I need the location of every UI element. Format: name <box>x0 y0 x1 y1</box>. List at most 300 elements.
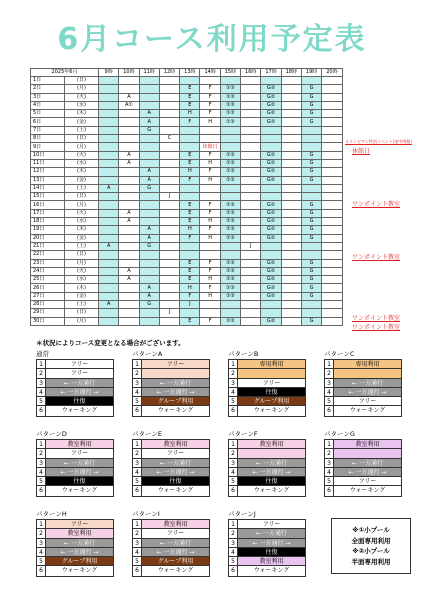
schedule-cell: ①② <box>220 284 240 292</box>
lane-number: 1 <box>37 520 46 528</box>
pattern-name: パターンJ <box>228 510 256 518</box>
schedule-cell <box>200 301 220 309</box>
schedule-cell <box>241 317 261 325</box>
day-date: 17日 <box>31 209 65 217</box>
schedule-cell <box>301 135 321 143</box>
day-row <box>31 93 343 101</box>
day-row <box>31 218 343 226</box>
lane-row <box>229 449 305 458</box>
schedule-cell <box>281 151 301 159</box>
lane-number: 2 <box>325 369 334 377</box>
schedule-cell: ①② <box>220 317 240 325</box>
lane-number: 3 <box>37 379 46 387</box>
schedule-cell: ①② <box>220 218 240 226</box>
day-row <box>31 251 343 259</box>
schedule-cell <box>99 267 119 275</box>
day-date: 16日 <box>31 201 65 209</box>
schedule-cell <box>159 85 179 93</box>
day-weekday: (水) <box>65 159 99 167</box>
schedule-cell <box>261 309 281 317</box>
schedule-cell <box>281 184 301 192</box>
hour-header: 10時 <box>119 69 139 77</box>
schedule-cell <box>281 234 301 242</box>
lane-row <box>37 557 113 566</box>
lane-row <box>133 477 209 486</box>
schedule-cell: A <box>139 234 159 242</box>
lane-number: 2 <box>229 529 238 537</box>
lane-usage: ウォーキング <box>238 566 305 575</box>
schedule-cell <box>322 77 342 85</box>
pattern-card <box>324 350 402 417</box>
schedule-cell <box>159 251 179 259</box>
lane-number: 5 <box>325 477 334 485</box>
schedule-cell: G <box>301 317 321 325</box>
schedule-cell: E <box>180 93 200 101</box>
lane-usage: 教室利用 <box>238 557 305 565</box>
schedule-cell: F <box>200 151 220 159</box>
schedule-cell <box>281 93 301 101</box>
schedule-cell <box>281 309 301 317</box>
schedule-cell: G <box>301 234 321 242</box>
lane-number: 2 <box>133 449 142 457</box>
lane-number: 3 <box>133 379 142 387</box>
lane-usage: 往復 <box>142 477 209 485</box>
schedule-cell: G② <box>261 201 281 209</box>
schedule-cell <box>281 267 301 275</box>
schedule-cell <box>99 143 119 151</box>
day-weekday: (金) <box>65 118 99 126</box>
day-row <box>31 135 343 143</box>
schedule-cell <box>119 110 139 118</box>
day-date: 29日 <box>31 309 65 317</box>
schedule-cell <box>281 209 301 217</box>
lane-usage: フリー <box>46 360 113 368</box>
schedule-cell <box>119 126 139 134</box>
pattern-card <box>36 430 114 497</box>
lane-usage: フリー <box>142 449 209 457</box>
schedule-cell: G② <box>261 226 281 234</box>
day-weekday: (日) <box>65 309 99 317</box>
schedule-cell: G② <box>261 259 281 267</box>
lane-usage: 専用利用 <box>334 360 401 368</box>
day-date: 21日 <box>31 242 65 250</box>
pattern-name: パターンC <box>324 350 355 358</box>
lane-number: 5 <box>133 397 142 405</box>
day-weekday: (日) <box>65 193 99 201</box>
schedule-cell <box>159 101 179 109</box>
lane-row <box>37 440 113 449</box>
schedule-cell: F <box>200 93 220 101</box>
hour-header: 18時 <box>281 69 301 77</box>
lane-number: 1 <box>229 360 238 368</box>
lane-number: 3 <box>229 539 238 547</box>
schedule-cell <box>119 251 139 259</box>
lane-usage <box>238 369 305 377</box>
schedule-cell <box>241 151 261 159</box>
lane-number: 2 <box>37 529 46 537</box>
schedule-cell: G <box>301 218 321 226</box>
day-row <box>31 259 343 267</box>
lane-row <box>325 360 401 369</box>
schedule-cell: ①② <box>220 276 240 284</box>
day-note: オリンピアン特別イベント(途中閉館) <box>345 139 412 145</box>
schedule-cell <box>220 126 240 134</box>
schedule-table <box>30 68 343 326</box>
schedule-cell: J <box>180 301 200 309</box>
schedule-cell <box>159 234 179 242</box>
schedule-cell: G <box>139 242 159 250</box>
schedule-cell <box>241 93 261 101</box>
schedule-cell <box>119 234 139 242</box>
lane-number: 2 <box>37 369 46 377</box>
schedule-cell <box>119 118 139 126</box>
lane-usage: フリー <box>142 360 209 368</box>
day-date: 15日 <box>31 193 65 201</box>
schedule-cell <box>281 259 301 267</box>
schedule-cell: G② <box>261 218 281 226</box>
day-row <box>31 101 343 109</box>
lane-number: 5 <box>229 477 238 485</box>
schedule-cell <box>99 193 119 201</box>
lane-usage: 教室利用 <box>238 440 305 448</box>
schedule-cell <box>200 184 220 192</box>
schedule-cell <box>99 168 119 176</box>
schedule-cell: G② <box>261 276 281 284</box>
lane-usage: フリー <box>46 520 113 528</box>
schedule-cell: G <box>301 292 321 300</box>
lane-number: 3 <box>229 379 238 387</box>
lane-row <box>229 477 305 486</box>
schedule-cell <box>281 85 301 93</box>
schedule-cell <box>159 301 179 309</box>
day-weekday: (土) <box>65 242 99 250</box>
schedule-cell <box>322 159 342 167</box>
day-date: 10日 <box>31 151 65 159</box>
pattern-card <box>132 350 210 417</box>
lane-usage: グループ利用 <box>142 397 209 405</box>
pattern-name: パターンF <box>228 430 258 438</box>
lane-row <box>133 406 209 415</box>
hour-header: 11時 <box>139 69 159 77</box>
lane-number: 4 <box>133 468 142 476</box>
schedule-cell: H <box>180 110 200 118</box>
schedule-cell: G <box>301 168 321 176</box>
lane-number: 1 <box>133 520 142 528</box>
schedule-cell <box>139 193 159 201</box>
schedule-cell <box>301 301 321 309</box>
caption: ＊状況によりコース変更となる場合がございます。 <box>36 339 185 347</box>
schedule-cell <box>241 184 261 192</box>
day-date: 9日 <box>31 143 65 151</box>
lane-row <box>133 397 209 406</box>
lane-row <box>229 388 305 397</box>
schedule-cell: ①② <box>220 85 240 93</box>
schedule-cell <box>220 77 240 85</box>
schedule-cell <box>180 126 200 134</box>
schedule-cell <box>139 218 159 226</box>
lane-usage: ← 一方通行 <box>238 529 305 537</box>
schedule-cell <box>322 184 342 192</box>
schedule-cell <box>281 176 301 184</box>
schedule-cell: ①② <box>220 110 240 118</box>
schedule-cell <box>180 193 200 201</box>
schedule-cell <box>281 301 301 309</box>
pattern-name: パターンD <box>36 430 67 438</box>
lane-number: 6 <box>325 486 334 495</box>
day-weekday: (火) <box>65 209 99 217</box>
schedule-cell: 休館日 <box>200 143 220 151</box>
lane-row <box>37 529 113 538</box>
schedule-cell: G② <box>261 317 281 325</box>
lane-usage: フリー <box>334 477 401 485</box>
lane-usage: 往復 <box>238 388 305 396</box>
lane-number: 4 <box>325 468 334 476</box>
schedule-cell: A <box>119 209 139 217</box>
day-row <box>31 168 343 176</box>
legend-box <box>331 518 411 574</box>
lane-usage: ← 一方通行 → <box>46 468 113 476</box>
schedule-cell <box>281 201 301 209</box>
schedule-cell <box>241 110 261 118</box>
hour-header: 16時 <box>241 69 261 77</box>
schedule-cell <box>241 201 261 209</box>
lane-row <box>37 369 113 378</box>
schedule-cell <box>241 168 261 176</box>
lane-usage: 専用利用 <box>238 360 305 368</box>
pattern-name: 通常 <box>36 350 49 358</box>
schedule-cell <box>99 93 119 101</box>
schedule-cell <box>159 110 179 118</box>
schedule-cell: F <box>200 317 220 325</box>
schedule-cell <box>200 309 220 317</box>
schedule-cell <box>322 259 342 267</box>
schedule-cell <box>220 251 240 259</box>
schedule-cell <box>261 184 281 192</box>
page-title: 6月コース利用予定表 <box>57 22 367 57</box>
schedule-cell: A <box>119 218 139 226</box>
day-note: ワンポイント教室 <box>352 324 401 332</box>
schedule-cell: A <box>139 118 159 126</box>
schedule-cell <box>322 201 342 209</box>
legend-line: ※①小プール <box>352 526 390 534</box>
schedule-cell <box>99 151 119 159</box>
lane-row <box>229 520 305 529</box>
hour-header: 19時 <box>301 69 321 77</box>
lane-number: 6 <box>229 486 238 495</box>
schedule-cell <box>159 77 179 85</box>
schedule-cell: H <box>200 159 220 167</box>
lane-row <box>325 406 401 415</box>
schedule-cell <box>301 251 321 259</box>
legend-line: ※②小プール <box>352 547 390 555</box>
day-date: 27日 <box>31 292 65 300</box>
schedule-cell <box>119 193 139 201</box>
schedule-cell <box>241 226 261 234</box>
lane-number: 2 <box>133 369 142 377</box>
schedule-cell <box>241 276 261 284</box>
schedule-cell <box>322 101 342 109</box>
schedule-cell: E <box>180 317 200 325</box>
lane-usage <box>238 449 305 457</box>
lane-number: 4 <box>37 388 46 396</box>
schedule-cell <box>159 218 179 226</box>
lane-row <box>229 557 305 566</box>
schedule-cell: A <box>119 159 139 167</box>
lane-number: 4 <box>37 548 46 556</box>
schedule-cell: ①② <box>220 226 240 234</box>
schedule-cell: G② <box>261 101 281 109</box>
day-weekday: (日) <box>65 251 99 259</box>
schedule-cell: ①② <box>220 201 240 209</box>
schedule-cell <box>99 176 119 184</box>
schedule-cell <box>159 143 179 151</box>
lane-row <box>37 539 113 548</box>
schedule-cell <box>261 77 281 85</box>
lane-usage: ← 一方通行 → <box>142 388 209 396</box>
schedule-cell <box>241 126 261 134</box>
schedule-cell <box>281 317 301 325</box>
lane-usage: 往復 <box>46 477 113 485</box>
lane-usage: ← 一方通行 → <box>46 388 113 396</box>
schedule-cell <box>281 193 301 201</box>
lane-row <box>133 520 209 529</box>
schedule-cell <box>281 77 301 85</box>
hour-header: 12時 <box>159 69 179 77</box>
lane-row <box>133 529 209 538</box>
schedule-cell: A <box>139 168 159 176</box>
schedule-cell: ①② <box>220 292 240 300</box>
lane-number: 4 <box>37 468 46 476</box>
schedule-cell <box>281 242 301 250</box>
day-row <box>31 118 343 126</box>
lane-usage: ← 一方通行 <box>334 459 401 467</box>
day-date: 8日 <box>31 135 65 143</box>
lane-number: 4 <box>133 548 142 556</box>
schedule-cell: ①② <box>220 209 240 217</box>
lane-number: 3 <box>37 459 46 467</box>
pattern-card <box>132 430 210 497</box>
schedule-cell: G② <box>261 159 281 167</box>
schedule-cell <box>119 85 139 93</box>
schedule-cell <box>139 317 159 325</box>
schedule-cell: E <box>180 101 200 109</box>
schedule-cell <box>139 77 159 85</box>
lane-usage: 往復 <box>238 548 305 556</box>
schedule-cell <box>99 126 119 134</box>
schedule-cell <box>200 251 220 259</box>
schedule-cell <box>261 193 281 201</box>
day-weekday: (火) <box>65 93 99 101</box>
schedule-cell <box>322 85 342 93</box>
schedule-cell: A <box>119 267 139 275</box>
day-date: 24日 <box>31 267 65 275</box>
schedule-cell <box>139 251 159 259</box>
lane-row <box>325 449 401 458</box>
schedule-cell <box>99 159 119 167</box>
schedule-cell: G② <box>261 93 281 101</box>
lane-usage: ← 一方通行 → <box>334 468 401 476</box>
schedule-cell: G <box>139 301 159 309</box>
schedule-cell <box>200 135 220 143</box>
schedule-cell <box>322 284 342 292</box>
schedule-cell: A <box>119 93 139 101</box>
schedule-cell <box>119 176 139 184</box>
schedule-cell: G <box>301 176 321 184</box>
lane-number: 6 <box>133 406 142 415</box>
lane-usage: ウォーキング <box>46 566 113 575</box>
schedule-cell <box>322 151 342 159</box>
hour-header: 15時 <box>220 69 240 77</box>
lane-row <box>325 468 401 477</box>
lane-usage: 往復 <box>238 477 305 485</box>
schedule-cell: F <box>200 226 220 234</box>
lane-row <box>229 397 305 406</box>
lane-number: 5 <box>229 557 238 565</box>
schedule-cell <box>159 184 179 192</box>
day-note: ワンポイント教室 <box>352 201 401 208</box>
day-row <box>31 209 343 217</box>
lane-usage <box>142 369 209 377</box>
schedule-cell <box>241 135 261 143</box>
lane-number: 3 <box>133 459 142 467</box>
schedule-cell <box>241 85 261 93</box>
schedule-cell <box>322 110 342 118</box>
schedule-cell <box>301 77 321 85</box>
lane-row <box>133 360 209 369</box>
schedule-cell <box>119 292 139 300</box>
schedule-cell: H <box>200 118 220 126</box>
schedule-cell: J <box>159 309 179 317</box>
day-weekday: (木) <box>65 168 99 176</box>
lane-number: 1 <box>325 360 334 368</box>
schedule-cell <box>159 176 179 184</box>
schedule-cell <box>322 193 342 201</box>
schedule-cell: A <box>119 276 139 284</box>
schedule-cell: G <box>301 151 321 159</box>
lane-number: 1 <box>325 440 334 448</box>
day-date: 18日 <box>31 218 65 226</box>
lane-row <box>229 468 305 477</box>
schedule-cell: G <box>301 284 321 292</box>
schedule-cell: A <box>139 176 159 184</box>
lane-row <box>37 388 113 397</box>
pattern-name: パターンI <box>132 510 160 518</box>
schedule-cell <box>281 251 301 259</box>
day-date: 4日 <box>31 101 65 109</box>
legend-line: 半面専用利用 <box>351 557 391 566</box>
schedule-cell <box>261 135 281 143</box>
lane-usage: ウォーキング <box>334 486 401 495</box>
lane-number: 4 <box>229 388 238 396</box>
schedule-cell <box>119 143 139 151</box>
lane-row <box>229 406 305 415</box>
lane-row <box>37 449 113 458</box>
day-note: ワンポイント教室 <box>352 253 401 261</box>
schedule-cell <box>139 143 159 151</box>
schedule-cell <box>281 101 301 109</box>
schedule-cell <box>139 209 159 217</box>
schedule-cell: G② <box>261 209 281 217</box>
lane-row <box>229 529 305 538</box>
lane-row <box>325 397 401 406</box>
lane-number: 1 <box>133 360 142 368</box>
day-weekday: (金) <box>65 292 99 300</box>
lane-usage: ← 一方通行 → <box>142 548 209 556</box>
schedule-cell <box>322 276 342 284</box>
lane-row <box>133 557 209 566</box>
schedule-cell <box>159 259 179 267</box>
schedule-cell <box>119 168 139 176</box>
